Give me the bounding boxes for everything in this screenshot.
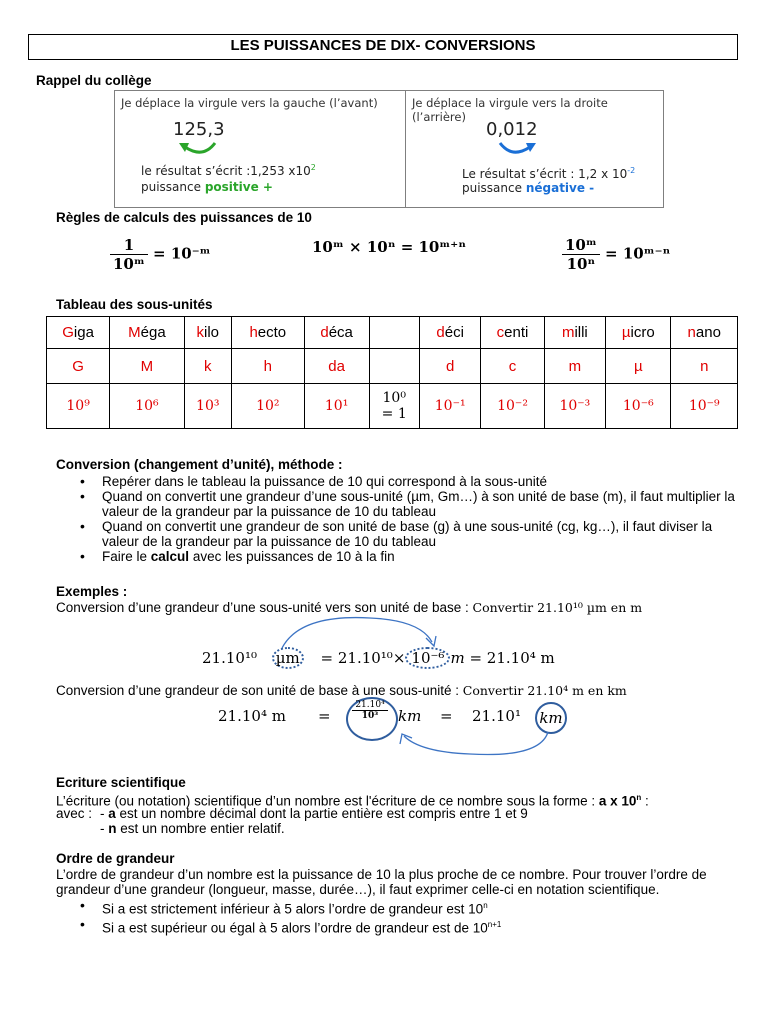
rule-product: 10ᵐ × 10ⁿ = 10ᵐ⁺ⁿ [312,238,466,256]
example2-km-circled: km [535,702,567,734]
rappel-box [114,90,664,208]
table-cell-power: 10⁻⁶ [606,384,671,429]
example2-equals-2: = [440,707,453,725]
scientific-item-a: - a est un nombre décimal dont la partie entière est compris entre 1 et 9 [100,806,528,821]
table-cell-symbol: n [671,349,738,384]
table-cell-name: µicro [606,317,671,349]
table-cell-power: 10¹ [304,384,369,429]
table-cell-name: déca [304,317,369,349]
scientific-avec: avec : [56,806,93,821]
rappel-right-panel [405,91,664,207]
rappel-right-power: puissance négative - [462,181,595,195]
rappel-right-number: 0,012 [486,119,538,140]
list-item: • Faire le calcul avec les puissances de 10 à la fin [56,549,746,564]
table-cell-symbol: M [110,349,184,384]
units-table [46,316,738,429]
green-arrow-icon [175,139,221,161]
table-row-powers [47,384,738,429]
method-list [56,474,746,564]
rappel-left-result: le résultat s’écrit :1,253 $x10^2$ [141,163,316,178]
example2-equals-1: = [318,707,331,725]
example1-text: Conversion d’une grandeur d’une sous-unité vers son unité de base : Convertir 21.10¹⁰ µm en m [56,600,643,615]
magnitude-list [56,898,746,935]
table-cell-power: 10⁻¹ [419,384,481,429]
list-item: • Si a est strictement inférieur à 5 alors l’ordre de grandeur est 10$^n$ [56,898,746,917]
list-item: • Quand on convertit une grandeur d’une sous-unité (µm, Gm…) à son unité de base (m), il faut multiplier la valeur de la grandeur par la puissance de 10 du tableau [56,489,746,519]
table-cell-power: 10⁻² [481,384,544,429]
method-heading: Conversion (changement d’unité), méthode : [56,457,343,472]
table-cell-power: 10² [231,384,304,429]
rappel-right-header: Je déplace la virgule vers la droite (l’arrière) [412,96,608,124]
example1-arrow-icon [270,612,450,652]
list-item: • Si a est supérieur ou égal à 5 alors l’ordre de grandeur est de $10^{n+1}$ [56,917,746,936]
table-cell-name: nano [671,317,738,349]
table-cell-symbol: da [304,349,369,384]
table-row-symbols [47,349,738,384]
rules-heading: Règles de calculs des puissances de 10 [56,210,312,225]
list-item: • Quand on convertit une grandeur de son unité de base (g) à une sous-unité (cg, kg…), il faut diviser la valeur de la grandeur par la puissance de 10 du tableau [56,519,746,549]
table-cell-power: 10³ [184,384,231,429]
table-cell-power: 10⁰ = 1 [369,384,419,429]
table-cell-symbol: µ [606,349,671,384]
table-cell-name [369,317,419,349]
table-cell-name: kilo [184,317,231,349]
magnitude-paragraph: L’ordre de grandeur d’un nombre est la puissance de 10 la plus proche de ce nombre. Pour trouver l’ordre de grandeur d’une grandeur (longueur, masse, durée…), il faut exprimer celle-ci en notation scientifique. [56,867,707,897]
examples-heading: Exemples : [56,584,128,599]
table-cell-power: 10⁻³ [544,384,606,429]
example2-fraction: 21.10⁴ 10³ [352,700,388,721]
table-cell-name: Méga [110,317,184,349]
table-cell-name: déci [419,317,481,349]
table-heading: Tableau des sous-unités [56,297,213,312]
table-cell-symbol: h [231,349,304,384]
table-cell-symbol: c [481,349,544,384]
rappel-heading: Rappel du collège [36,73,152,88]
table-cell-name: milli [544,317,606,349]
table-cell-symbol: G [47,349,110,384]
table-cell-symbol: d [419,349,481,384]
scientific-definition: L’écriture (ou notation) scientifique d’un nombre est l'écriture de ce nombre sous la forme : a x 10$^n$ : [56,793,649,809]
scientific-heading: Ecriture scientifique [56,775,186,790]
rappel-left-number: 125,3 [173,119,225,140]
magnitude-heading: Ordre de grandeur [56,851,175,866]
example1-equation: 21.10¹⁰ µm = 21.10¹⁰× 10⁻⁶ m = 21.10⁴ m [202,649,555,667]
table-cell-power: 10⁻⁹ [671,384,738,429]
rappel-left-header: Je déplace la virgule vers la gauche (l’avant) [121,96,378,110]
table-cell-name: Giga [47,317,110,349]
example2-arrow-icon [390,730,560,762]
blue-arrow-icon [494,139,540,161]
rappel-left-power: puissance positive + [141,180,273,194]
table-cell-symbol [369,349,419,384]
example2-equation-start: 21.10⁴ m [218,707,286,725]
example2-result: 21.10¹ [472,707,521,725]
table-cell-power: 10⁹ [47,384,110,429]
table-row-names [47,317,738,349]
example2-km: km [398,707,422,725]
table-cell-symbol: k [184,349,231,384]
table-cell-symbol: m [544,349,606,384]
table-cell-name: hecto [231,317,304,349]
scientific-item-n: - n est un nombre entier relatif. [100,821,285,836]
rappel-right-result: Le résultat s’écrit : 1,2 x $10^{-2}$ [462,166,636,181]
table-cell-power: 10⁶ [110,384,184,429]
rule-inverse: $\frac{1}{\text{10ᵐ}}$ = 10⁻ᵐ [110,236,211,273]
list-item: • Repérer dans le tableau la puissance de 10 qui correspond à la sous-unité [56,474,746,489]
table-cell-name: centi [481,317,544,349]
page-title: LES PUISSANCES DE DIX- CONVERSIONS [28,34,738,60]
example2-text: Conversion d’une grandeur de son unité de base à une sous-unité : Convertir 21.10⁴ m en km [56,683,627,698]
rappel-left-panel [115,91,405,207]
rule-quotient: $\frac{\text{10ᵐ}}{\text{10ⁿ}}$ = 10ᵐ⁻ⁿ [562,236,670,273]
